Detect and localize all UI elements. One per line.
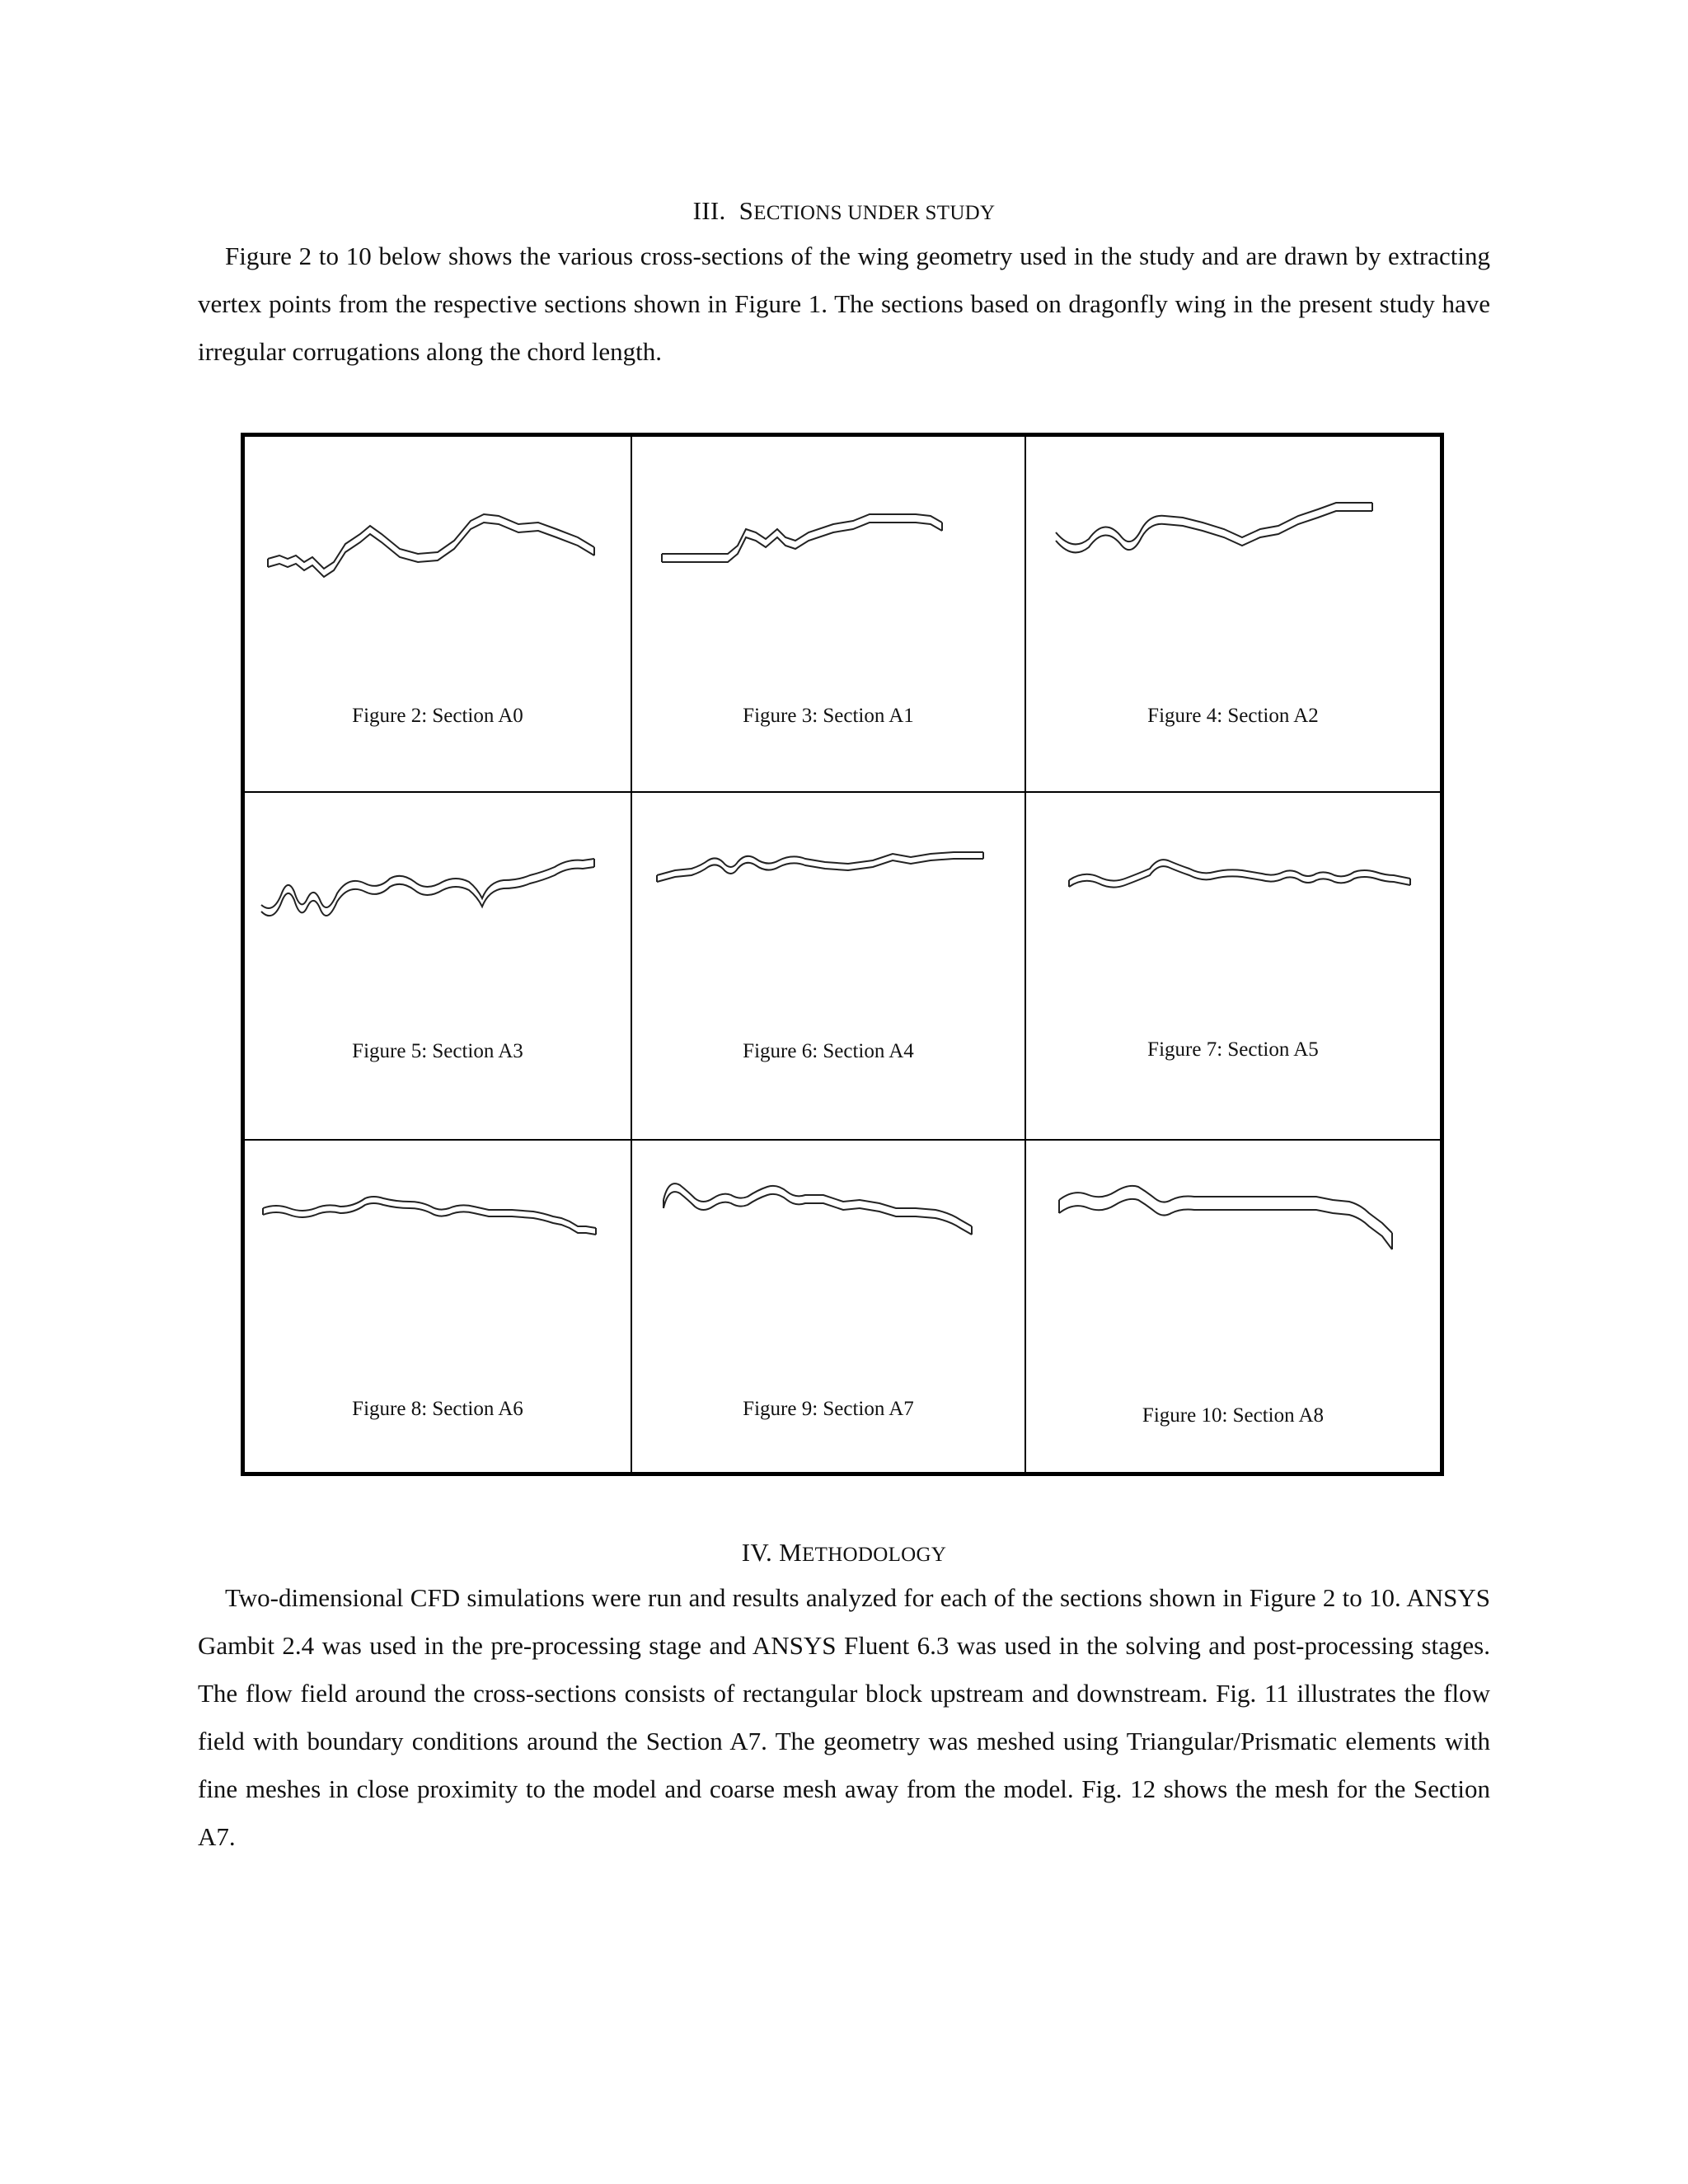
section-a2-profile bbox=[1026, 437, 1440, 791]
figure-2-caption: Figure 2: Section A0 bbox=[352, 705, 523, 727]
section-a0-profile bbox=[245, 437, 631, 791]
section-3-title-initial: S bbox=[738, 196, 754, 225]
figure-8-caption: Figure 8: Section A6 bbox=[352, 1398, 523, 1420]
figure-3-caption: Figure 3: Section A1 bbox=[743, 705, 914, 727]
section-3-heading bbox=[0, 196, 1688, 226]
figure-cell-a4 bbox=[632, 793, 1025, 1139]
figure-4-caption: Figure 4: Section A2 bbox=[1147, 705, 1319, 727]
section-4-heading bbox=[0, 1538, 1688, 1568]
section-4-title-rest: ETHODOLOGY bbox=[802, 1544, 947, 1566]
figure-cell-a1 bbox=[632, 437, 1025, 791]
figure-cell-a7 bbox=[632, 1141, 1025, 1472]
section-a6-profile bbox=[245, 1141, 631, 1472]
figure-6-caption: Figure 6: Section A4 bbox=[743, 1040, 914, 1062]
section-4-number: IV. bbox=[741, 1538, 773, 1567]
figure-10-caption: Figure 10: Section A8 bbox=[1142, 1404, 1325, 1427]
figure-cell-a2 bbox=[1026, 437, 1440, 791]
figure-9-caption: Figure 9: Section A7 bbox=[743, 1398, 914, 1420]
section-a3-profile bbox=[245, 793, 631, 1139]
section-a7-profile bbox=[632, 1141, 1025, 1472]
figure-cell-a6 bbox=[245, 1141, 631, 1472]
figure-7-caption: Figure 7: Section A5 bbox=[1147, 1038, 1319, 1061]
section-a1-profile bbox=[632, 437, 1025, 791]
section-4-title-initial: M bbox=[779, 1538, 803, 1567]
figure-cell-a0 bbox=[245, 437, 631, 791]
section-4-paragraph: Two-dimensional CFD simulations were run and results analyzed for each of the sections shown in Figure 2 to 10. ANSYS Gambit 2.4 was used in the pre-processing stage and ANSYS Fluent 6.3 was used in the solving and post-processing stages. The flow field around the cross-sections consists of rectangular block upstream and downstream. Fig. 11 illustrates the flow field with boundary conditions around the Section A7. The geometry was meshed using Triangular/Prismatic elements with fine meshes in close proximity to the model and coarse mesh away from the model. Fig. 12 shows the mesh for the Section A7. bbox=[198, 1583, 1490, 1851]
section-a5-profile bbox=[1026, 793, 1440, 1139]
figure-grid bbox=[241, 433, 1444, 1476]
section-3-title-rest: ECTIONS UNDER STUDY bbox=[753, 202, 996, 224]
section-a4-profile bbox=[632, 793, 1025, 1139]
figure-5-caption: Figure 5: Section A3 bbox=[352, 1040, 523, 1062]
figure-cell-a8 bbox=[1026, 1141, 1440, 1472]
section-3-paragraph: Figure 2 to 10 below shows the various cross-sections of the wing geometry used in the study and are drawn by extracting vertex points from the respective sections shown in Figure 1. The sections based on dragonfly wing in the present study have irregular corrugations along the chord length. bbox=[198, 241, 1490, 366]
figure-cell-a3 bbox=[245, 793, 631, 1139]
section-3-number: III. bbox=[692, 196, 726, 225]
figure-cell-a5 bbox=[1026, 793, 1440, 1139]
